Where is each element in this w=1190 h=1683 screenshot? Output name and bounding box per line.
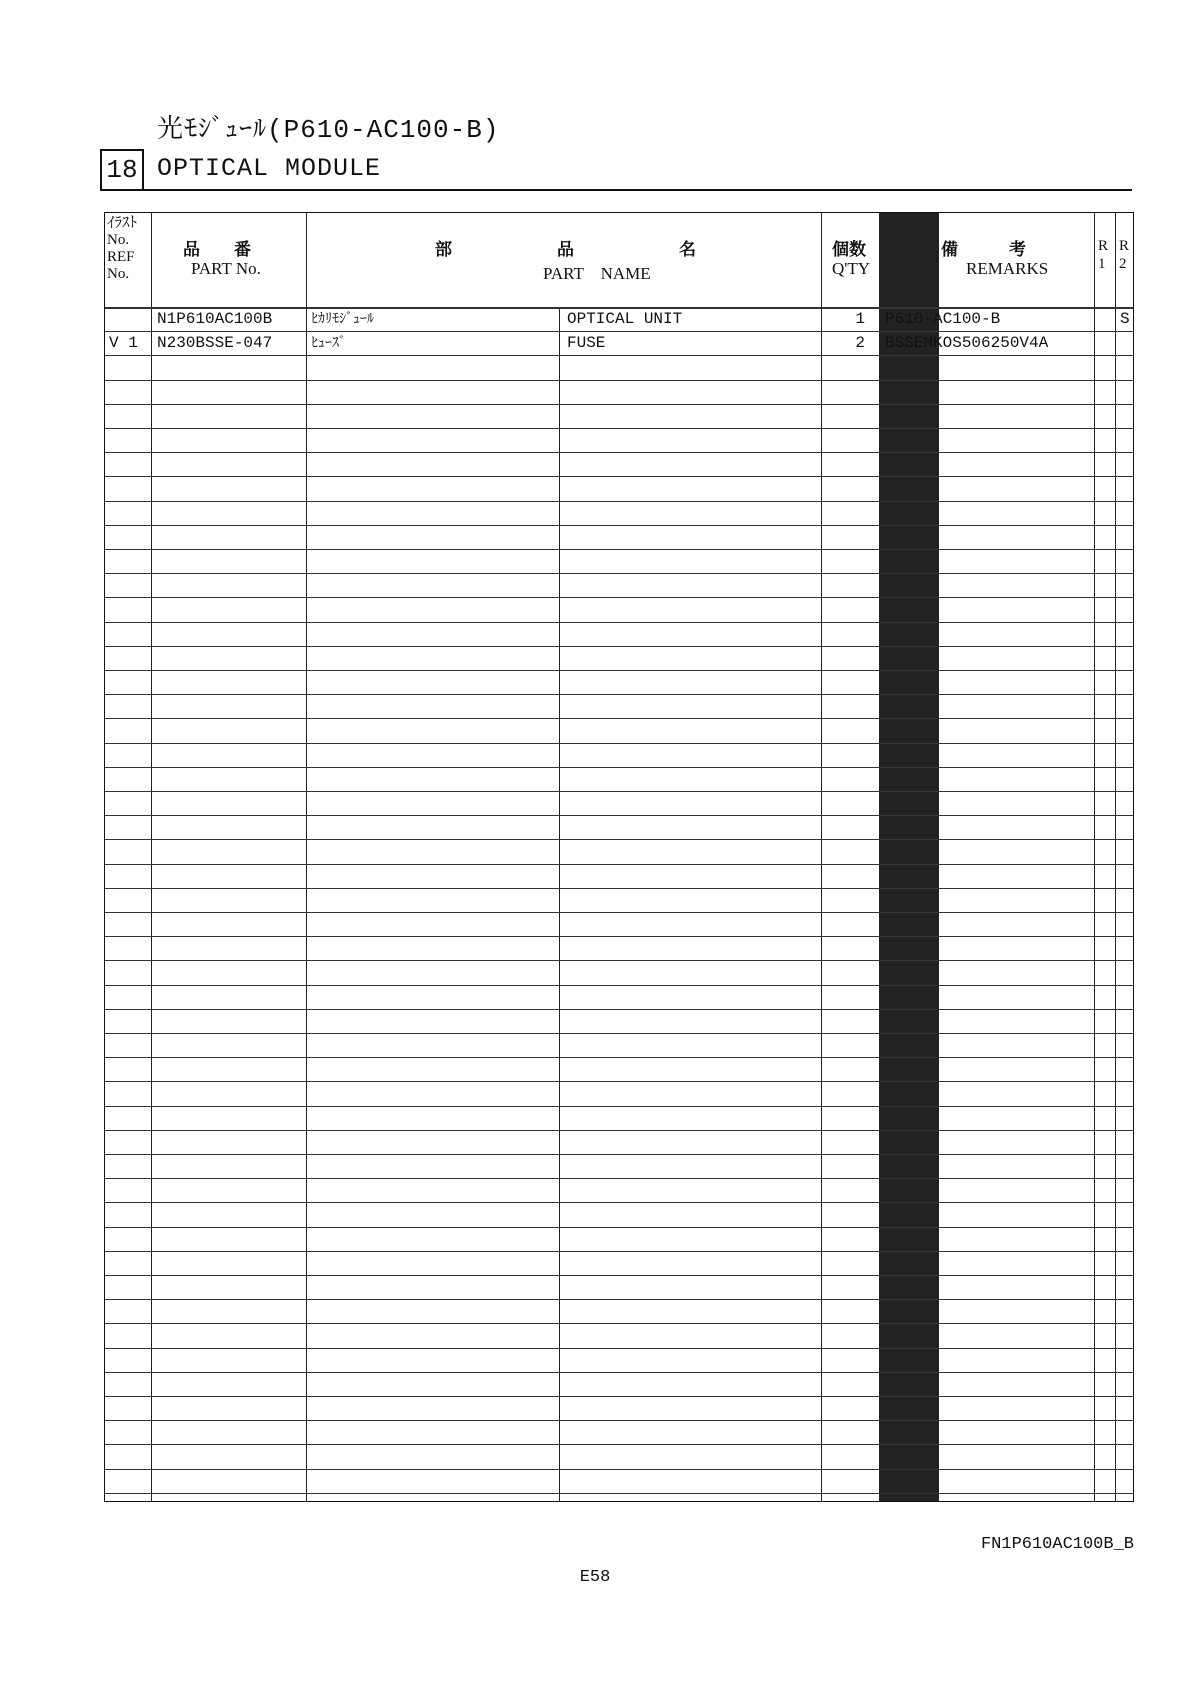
header-part-name-jp-1: 部 xyxy=(435,240,452,260)
row-rule xyxy=(105,694,1133,695)
header-remarks-jp: 備 考 xyxy=(941,240,1026,260)
row-rule xyxy=(105,573,1133,574)
row-rule xyxy=(105,428,1133,429)
col-divider-ref xyxy=(151,213,152,1501)
row-rule xyxy=(105,1081,1133,1082)
header-r2-line: 2 xyxy=(1119,256,1127,272)
parts-table xyxy=(104,212,1134,1502)
row-rule xyxy=(105,1396,1133,1397)
row-rule xyxy=(105,1348,1133,1349)
row-rule xyxy=(105,767,1133,768)
row-rule xyxy=(105,380,1133,381)
row-rule xyxy=(105,1493,1133,1494)
row-rule xyxy=(105,1251,1133,1252)
section-number: 18 xyxy=(106,155,138,185)
row-rule xyxy=(105,1009,1133,1010)
row-2-ref: V 1 xyxy=(109,334,138,352)
row-rule xyxy=(105,1275,1133,1276)
row-2-remarks: BSSEMKOS506250V4A xyxy=(885,334,1049,352)
row-rule xyxy=(105,839,1133,840)
row-rule xyxy=(105,791,1133,792)
row-rule xyxy=(105,1420,1133,1421)
row-rule xyxy=(105,670,1133,671)
header-r1-line: R xyxy=(1098,238,1109,254)
section-number-box xyxy=(100,149,144,191)
col-divider-name-mid xyxy=(559,307,560,1501)
row-1-name-en: OPTICAL UNIT xyxy=(567,310,683,328)
row-rule xyxy=(105,404,1133,405)
row-rule xyxy=(105,864,1133,865)
row-1-r2: S xyxy=(1120,310,1130,328)
row-rule xyxy=(105,549,1133,550)
header-remarks-en: REMARKS xyxy=(966,259,1049,278)
row-rule xyxy=(105,1444,1133,1445)
row-rule xyxy=(105,1130,1133,1131)
row-2-qty: 2 xyxy=(855,334,865,352)
row-rule xyxy=(105,960,1133,961)
header-r1 xyxy=(1098,237,1108,273)
header-qty-en: Q'TY xyxy=(832,259,871,278)
header-part-no-jp: 品 番 xyxy=(183,240,251,260)
header-ref-line: ｲﾗｽﾄ xyxy=(107,215,138,231)
row-rule xyxy=(105,985,1133,986)
col-divider-r1 xyxy=(1115,213,1116,1501)
header-r2-line: R xyxy=(1119,238,1130,254)
row-rule xyxy=(105,1469,1133,1470)
title-english: OPTICAL MODULE xyxy=(157,154,382,183)
header-ref-line: No. xyxy=(107,232,130,248)
row-rule xyxy=(105,1372,1133,1373)
row-1-remarks: P610-AC100-B xyxy=(885,310,1001,328)
document-code: FN1P610AC100B_B xyxy=(980,1535,1134,1554)
row-rule xyxy=(105,1154,1133,1155)
row-rule xyxy=(105,597,1133,598)
header-rule xyxy=(105,307,1133,309)
row-2-name-en: FUSE xyxy=(567,334,606,352)
header-ref-line: REF xyxy=(107,249,135,265)
header-ref-no xyxy=(107,215,137,283)
row-rule xyxy=(105,355,1133,356)
row-rule xyxy=(105,1106,1133,1107)
row-rule xyxy=(105,1178,1133,1179)
row-1-name-jp: ﾋｶﾘﾓｼﾞｭｰﾙ xyxy=(311,311,374,327)
header-ref-line: No. xyxy=(107,266,130,282)
row-1-qty: 1 xyxy=(855,310,865,328)
row-rule xyxy=(105,936,1133,937)
header-r1-line: 1 xyxy=(1098,256,1106,272)
header-part-name-jp-2: 品 xyxy=(557,240,574,260)
row-rule xyxy=(105,1299,1133,1300)
row-rule xyxy=(105,743,1133,744)
row-rule xyxy=(105,1323,1133,1324)
row-rule xyxy=(105,331,1133,332)
row-rule xyxy=(105,1033,1133,1034)
row-rule xyxy=(105,525,1133,526)
header-part-name-en: PART NAME xyxy=(543,264,651,283)
col-divider-name xyxy=(821,213,822,1501)
col-divider-qty xyxy=(879,213,939,1501)
col-divider-remarks xyxy=(1094,213,1095,1501)
row-rule xyxy=(105,622,1133,623)
row-2-part-no: N230BSSE-047 xyxy=(157,334,273,352)
row-rule xyxy=(105,501,1133,502)
row-rule xyxy=(105,912,1133,913)
title-rule xyxy=(100,189,1132,191)
row-rule xyxy=(105,452,1133,453)
row-rule xyxy=(105,1202,1133,1203)
page-number: E58 xyxy=(579,1568,611,1587)
header-part-name-jp-3: 名 xyxy=(679,240,696,260)
title-japanese: 光ﾓｼﾞｭｰﾙ(P610-AC100-B) xyxy=(157,115,500,145)
row-1-part-no: N1P610AC100B xyxy=(157,310,273,328)
row-rule xyxy=(105,646,1133,647)
header-r2 xyxy=(1119,237,1129,273)
row-rule xyxy=(105,1227,1133,1228)
row-rule xyxy=(105,815,1133,816)
row-rule xyxy=(105,476,1133,477)
row-2-name-jp: ﾋｭｰｽﾞ xyxy=(311,335,346,351)
row-rule xyxy=(105,888,1133,889)
header-part-no-en: PART No. xyxy=(191,259,261,278)
header-qty-jp: 個数 xyxy=(832,240,866,260)
col-divider-partno xyxy=(306,213,307,1501)
row-rule xyxy=(105,718,1133,719)
row-rule xyxy=(105,1057,1133,1058)
